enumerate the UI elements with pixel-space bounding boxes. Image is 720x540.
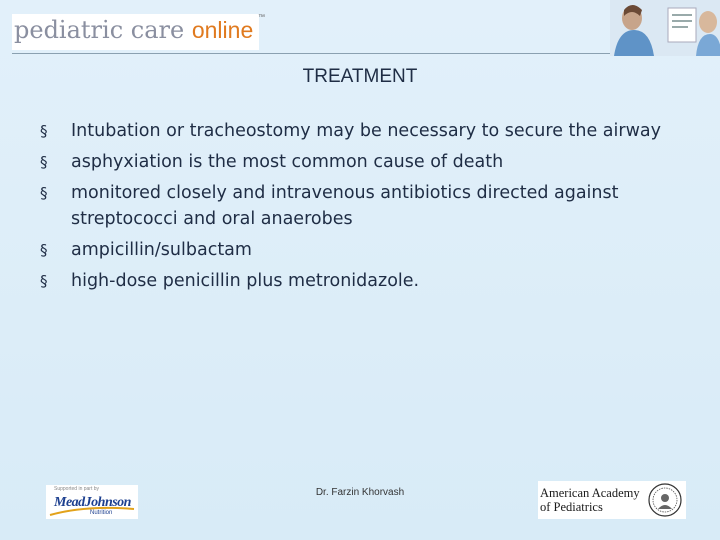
bullet-item	[40, 268, 700, 294]
bullet-item	[40, 237, 700, 263]
header-photo	[610, 0, 720, 56]
bullet-text: ampicillin/sulbactam	[71, 240, 252, 260]
header-divider	[12, 53, 610, 54]
bullet-icon: §	[40, 272, 48, 290]
pediatric-care-online-logo	[12, 14, 259, 50]
bullet-text: Intubation or tracheostomy may be necessary to secure the airway	[71, 121, 661, 141]
bullet-icon: §	[40, 122, 48, 140]
aap-line-2: of Pediatrics	[540, 500, 603, 514]
bullet-icon: §	[40, 241, 48, 259]
bullet-item	[40, 149, 700, 175]
sponsor-wordmark: MeadJohnson	[54, 495, 131, 510]
aap-wordmark	[540, 486, 648, 514]
trademark-mark: ™	[258, 14, 265, 21]
bullet-text: asphyxiation is the most common cause of death	[71, 152, 504, 172]
sponsor-caption: Supported in part by	[54, 486, 100, 492]
sponsor-subtitle: Nutrition	[90, 510, 113, 516]
mead-johnson-logo	[46, 485, 138, 519]
bullet-text: monitored closely and intravenous antibiotics directed against streptococci and oral anaerobes	[71, 183, 619, 229]
aap-seal-icon	[648, 483, 682, 517]
bullet-list	[40, 118, 700, 299]
brand-text: pediatric care	[14, 16, 192, 44]
bullet-icon: §	[40, 153, 48, 171]
bullet-icon: §	[40, 184, 48, 202]
doctors-photo-icon	[610, 0, 720, 56]
brand-online-text: online	[191, 17, 254, 43]
slide-title: TREATMENT	[302, 66, 418, 87]
slide-header	[0, 0, 720, 56]
bullet-item	[40, 118, 700, 144]
bullet-item	[40, 180, 700, 232]
aap-logo	[538, 481, 686, 519]
bullet-text: high-dose penicillin plus metronidazole.	[71, 271, 420, 291]
aap-line-1: American Academy	[540, 486, 640, 500]
author-credit: Dr. Farzin Khorvash	[315, 487, 405, 498]
